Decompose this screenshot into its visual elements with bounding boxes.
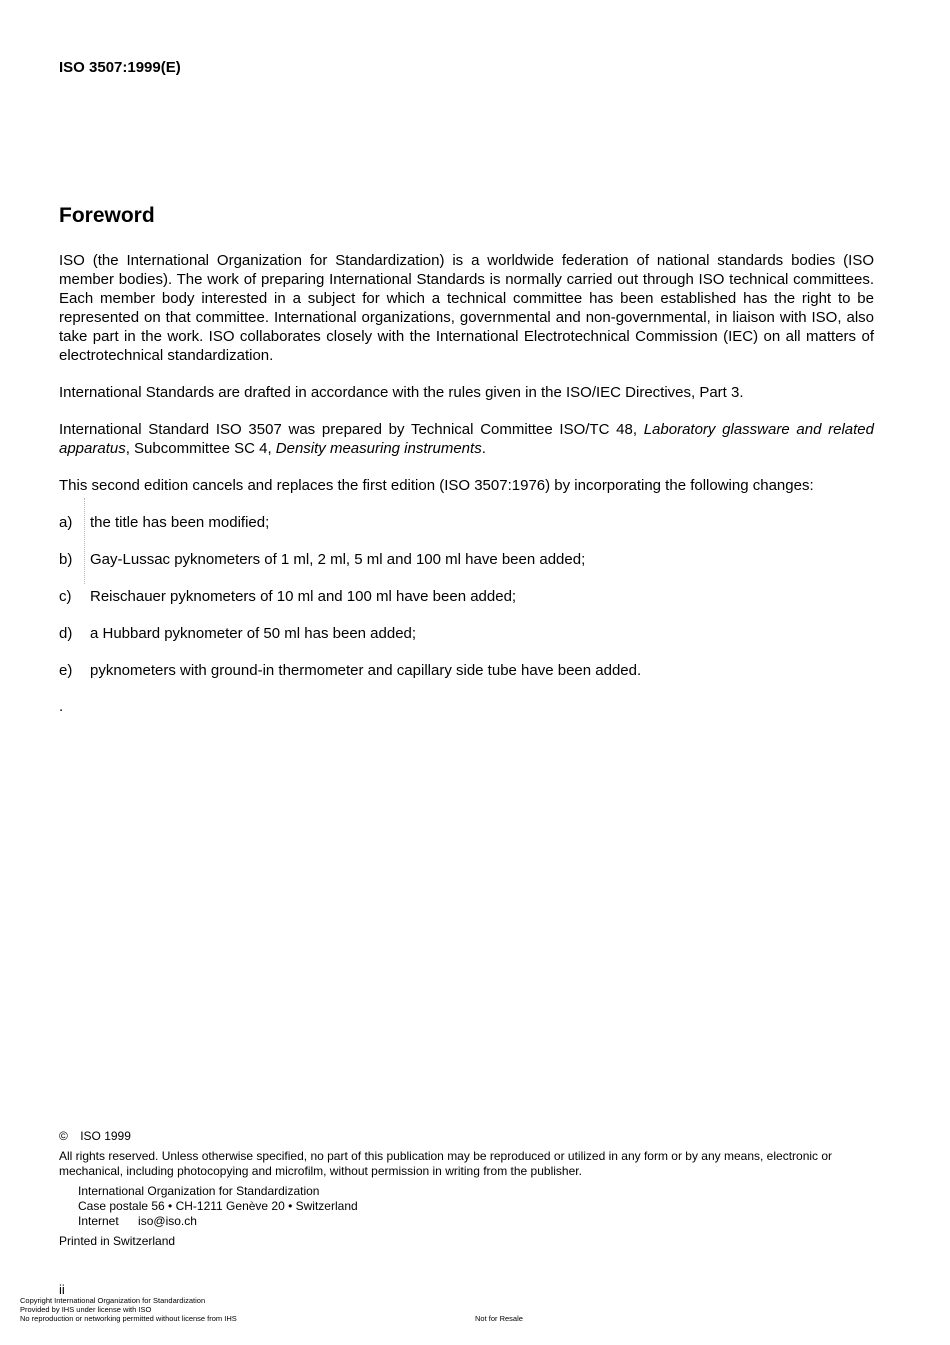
internet-email[interactable]: iso@iso.ch [138, 1214, 197, 1228]
copyright-line [59, 1129, 131, 1144]
list-marker: a) [59, 514, 73, 531]
org-internet [78, 1214, 197, 1229]
document-id: ISO 3507:1999(E) [59, 59, 181, 76]
org-name: International Organization for Standardization [78, 1184, 320, 1198]
revision-marker-line [84, 498, 85, 584]
foreword-heading: Foreword [59, 204, 155, 227]
footer-provided-by: Provided by IHS under license with ISO [20, 1305, 152, 1314]
foreword-paragraph-3 [59, 420, 874, 458]
foreword-paragraph-2: International Standards are drafted in accordance with the rules given in the ISO/IEC Directives, Part 3. [59, 384, 744, 401]
list-marker: b) [59, 551, 73, 568]
copyright-year: ISO 1999 [80, 1129, 131, 1143]
list-item-text: Gay-Lussac pyknometers of 1 ml, 2 ml, 5 ml and 100 ml have been added; [90, 551, 586, 568]
footer-not-for-resale: Not for Resale [475, 1314, 523, 1323]
copyright-symbol: © [59, 1129, 68, 1143]
rights-statement: All rights reserved. Unless otherwise specified, no part of this publication may be reproduced or utilized in any form or by any means, electronic or mechanical, including photocopying and microfilm, without permission in writing from the publisher. [59, 1149, 833, 1178]
list-item-text: the title has been modified; [90, 514, 270, 531]
p3-text-middle: , Subcommittee SC 4, [125, 440, 276, 457]
list-item-text: pyknometers with ground-in thermometer and capillary side tube have been added. [90, 662, 642, 679]
foreword-paragraph-1: ISO (the International Organization for Standardization) is a worldwide federation of national standards bodies (ISO member bodies). The work of preparing International Standards is normally carried out through ISO technical committees. Each member body interested in a subject for which a technical committee has been established has the right to be represented on that committee. International organizations, governmental and non-governmental, in liaison with ISO, also take part in the work. ISO collaborates closely with the International Electrotechnical Commission (IEC) on all matters of electrotechnical standardization. [59, 252, 874, 364]
page-number: ii [59, 1282, 65, 1297]
p3-text-start: International Standard ISO 3507 was prepared by Technical Committee ISO/TC 48, [59, 421, 644, 438]
trailing-dot: . [59, 698, 64, 715]
internet-label: Internet [78, 1214, 119, 1228]
footer-no-reproduction: No reproduction or networking permitted without license from IHS [20, 1314, 237, 1323]
footer-copyright: Copyright International Organization for Standardization [20, 1296, 206, 1305]
foreword-paragraph-4: This second edition cancels and replaces the first edition (ISO 3507:1976) by incorporating the following changes: [59, 477, 814, 494]
list-marker: d) [59, 625, 73, 642]
subcommittee-title: Density measuring instruments [275, 440, 482, 457]
list-item-text: a Hubbard pyknometer of 50 ml has been added; [90, 625, 417, 642]
list-marker: e) [59, 662, 73, 679]
printed-in: Printed in Switzerland [59, 1234, 176, 1248]
p3-text-end: . [481, 440, 486, 457]
org-address: Case postale 56 • CH-1211 Genève 20 • Switzerland [78, 1199, 358, 1213]
list-item-text: Reischauer pyknometers of 10 ml and 100 ml have been added; [90, 588, 517, 605]
list-marker: c) [59, 588, 72, 605]
committee-title: Laboratory glassware and related apparatus [59, 421, 874, 457]
